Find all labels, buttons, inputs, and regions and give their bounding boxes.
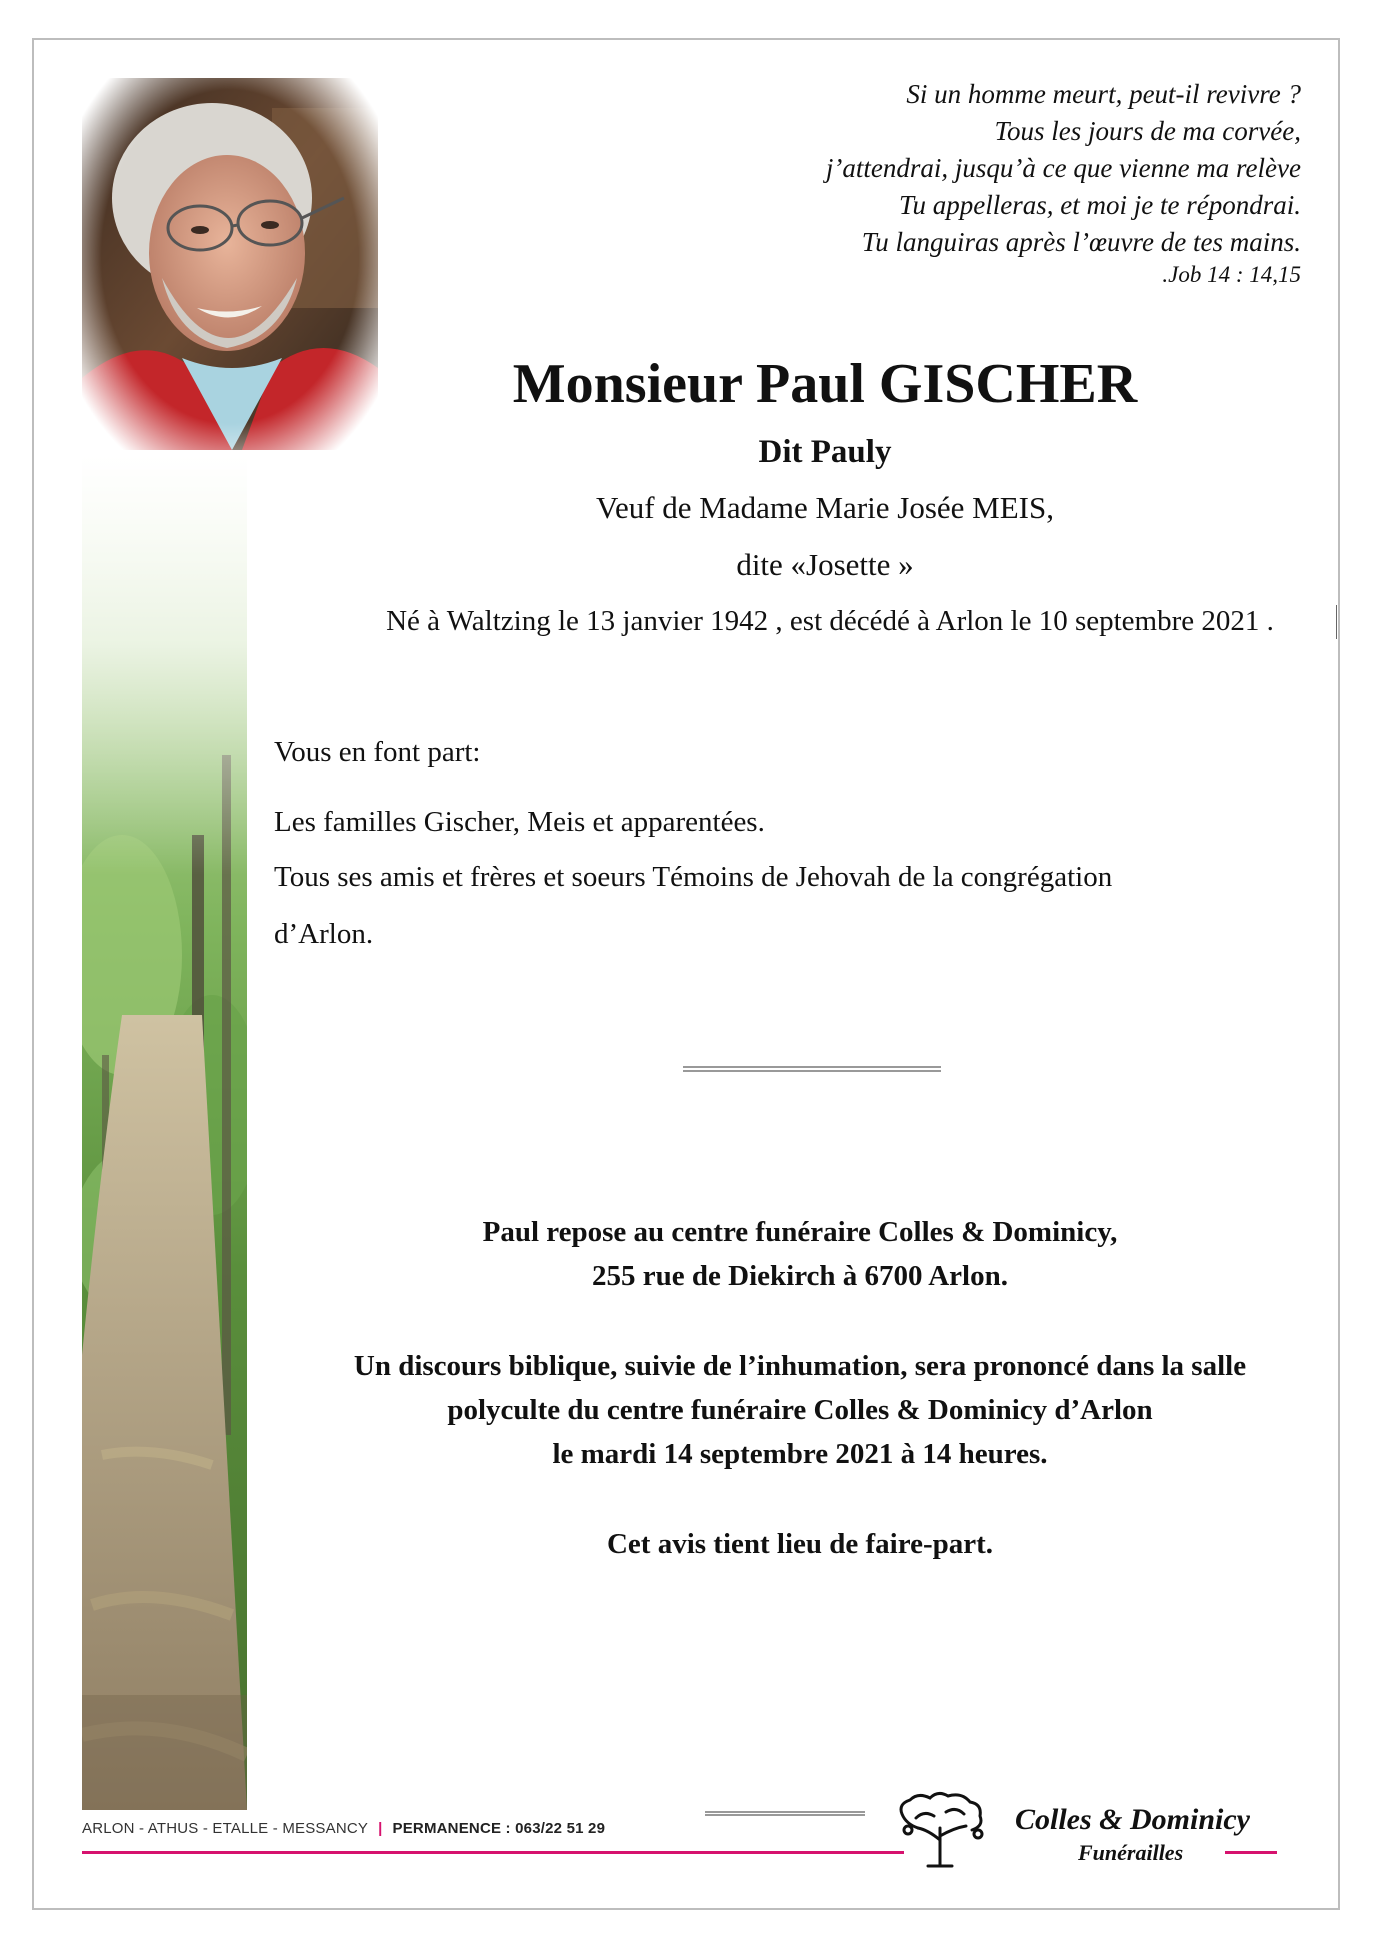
family-line: Les familles Gischer, Meis et apparentées.	[274, 806, 765, 838]
quote-line: j’attendrai, jusqu’à ce que vienne ma relève	[825, 153, 1301, 183]
footer-contact	[82, 1820, 605, 1837]
text-cursor-mark	[1336, 605, 1337, 639]
footer-pink-rule	[82, 1851, 904, 1854]
widower-of: Veuf de Madame Marie Josée MEIS,	[596, 490, 1054, 525]
family-line: d’Arlon.	[274, 918, 374, 950]
tree-logo-icon	[888, 1790, 993, 1868]
footer-separator: |	[378, 1820, 383, 1837]
family-line: Tous ses amis et frères et soeurs Témoins de Jehovah de la congrégation	[274, 861, 1113, 893]
portrait-photo	[82, 78, 378, 450]
footer-gray-rule	[705, 1811, 865, 1816]
double-rule-separator	[683, 1066, 941, 1072]
quote-line: Tu languiras après l’œuvre de tes mains.	[861, 227, 1301, 257]
family-intro: Vous en font part:	[274, 736, 481, 768]
service-line: polyculte du centre funéraire Colles & Dominicy d’Arlon	[447, 1394, 1153, 1426]
forest-path-image	[82, 455, 247, 1810]
quote-line: Tu appelleras, et moi je te répondrai.	[899, 190, 1301, 220]
quote-line: Si un homme meurt, peut-il revivre ?	[906, 79, 1301, 109]
brand-subtitle: Funérailles	[1078, 1840, 1184, 1865]
deceased-nickname: Dit Pauly	[758, 434, 892, 470]
rest-location-line: Paul repose au centre funéraire Colles & Dominicy,	[482, 1216, 1118, 1248]
deceased-name: Monsieur Paul GISCHER	[512, 353, 1138, 415]
notice-line: Cet avis tient lieu de faire-part.	[606, 1528, 994, 1560]
quote-line: Tous les jours de ma corvée,	[994, 116, 1301, 146]
quote-reference: .Job 14 : 14,15	[1162, 262, 1301, 287]
spouse-nickname: dite «Josette »	[736, 547, 914, 582]
footer-permanence: PERMANENCE : 063/22 51 29	[392, 1820, 606, 1837]
rest-address-line: 255 rue de Diekirch à 6700 Arlon.	[592, 1260, 1008, 1292]
birth-death-dates: Né à Waltzing le 13 janvier 1942 , est décédé à Arlon le 10 septembre 2021 .	[386, 605, 1274, 637]
bible-quote	[601, 76, 1301, 289]
footer-pink-rule-right	[1225, 1851, 1277, 1854]
footer-locations: ARLON - ATHUS - ETALLE - MESSANCY	[82, 1820, 369, 1837]
brand-name: Colles & Dominicy	[1015, 1803, 1250, 1836]
service-date-line: le mardi 14 septembre 2021 à 14 heures.	[552, 1438, 1048, 1470]
strip-fade	[82, 455, 247, 875]
service-line: Un discours biblique, suivie de l’inhumation, sera prononcé dans la salle	[353, 1350, 1247, 1382]
